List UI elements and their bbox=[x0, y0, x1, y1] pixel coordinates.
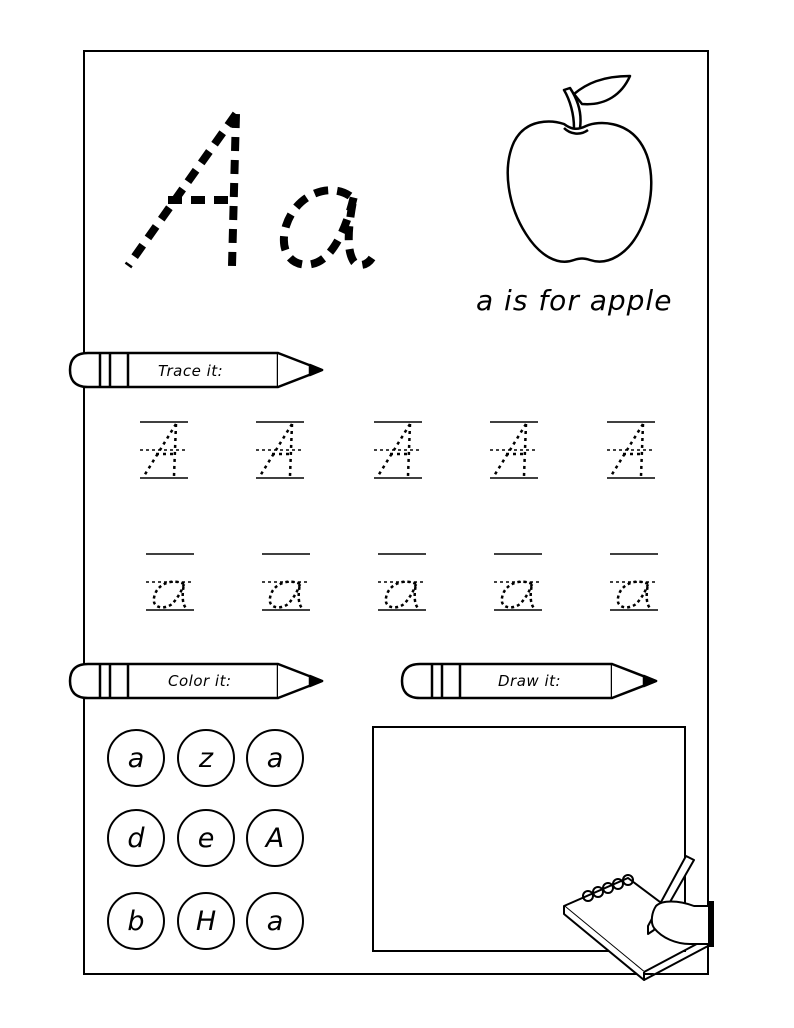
color-circle[interactable]: a bbox=[246, 892, 304, 950]
trace-cell-upper-1[interactable] bbox=[136, 418, 192, 484]
color-circle[interactable]: e bbox=[177, 809, 235, 867]
color-circle[interactable]: z bbox=[177, 729, 235, 787]
color-circle[interactable]: a bbox=[107, 729, 165, 787]
dotted-A-right-stroke bbox=[232, 114, 236, 266]
writing-hand-notepad-icon bbox=[558, 848, 714, 982]
color-circle[interactable]: A bbox=[246, 809, 304, 867]
dotted-letter-Aa bbox=[110, 100, 390, 280]
trace-cell-lower-3[interactable] bbox=[374, 548, 430, 614]
dotted-a-bowl bbox=[284, 190, 372, 265]
trace-cell-lower-4[interactable] bbox=[490, 548, 546, 614]
trace-cell-lower-2[interactable] bbox=[258, 548, 314, 614]
trace-cell-upper-2[interactable] bbox=[252, 418, 308, 484]
trace-cell-upper-5[interactable] bbox=[603, 418, 659, 484]
trace-it-label: Trace it: bbox=[158, 362, 224, 380]
color-circle[interactable]: H bbox=[177, 892, 235, 950]
color-circle[interactable]: d bbox=[107, 809, 165, 867]
color-circle[interactable]: a bbox=[246, 729, 304, 787]
color-circle[interactable]: b bbox=[107, 892, 165, 950]
color-it-label: Color it: bbox=[168, 672, 232, 690]
trace-cell-lower-5[interactable] bbox=[606, 548, 662, 614]
trace-cell-upper-4[interactable] bbox=[486, 418, 542, 484]
trace-cell-upper-3[interactable] bbox=[370, 418, 426, 484]
dotted-A-left-stroke bbox=[128, 114, 236, 266]
draw-it-label: Draw it: bbox=[498, 672, 562, 690]
apple-icon bbox=[500, 70, 660, 275]
apple-caption: a is for apple bbox=[476, 284, 673, 317]
trace-cell-lower-1[interactable] bbox=[142, 548, 198, 614]
